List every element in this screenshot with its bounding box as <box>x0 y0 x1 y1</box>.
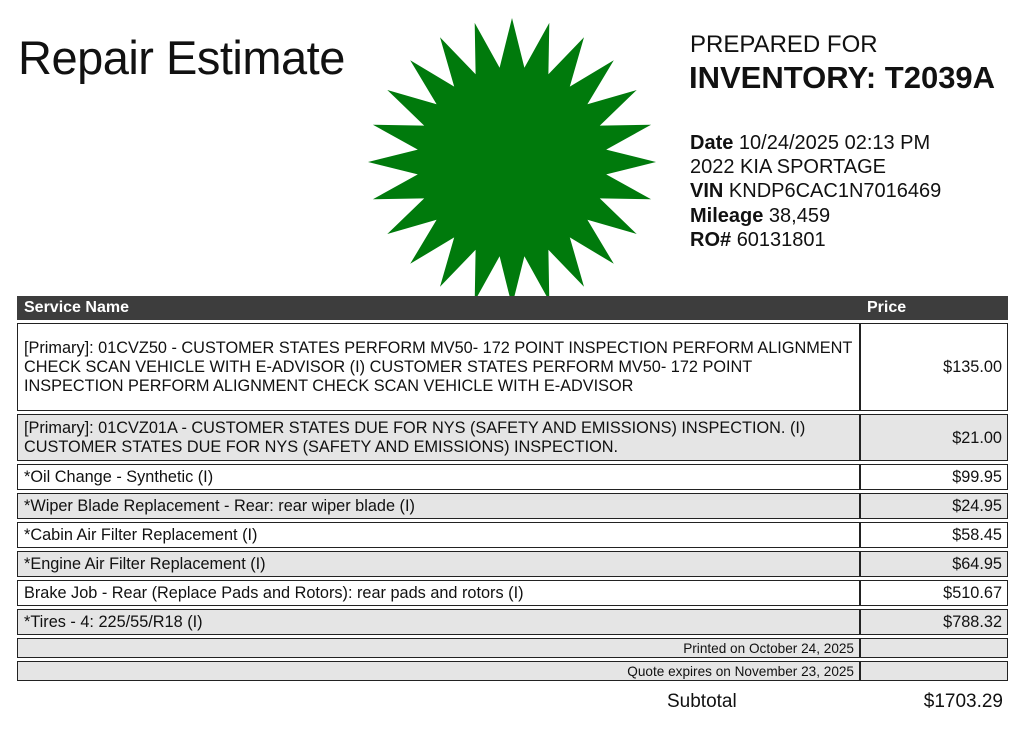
date-line <box>690 131 941 155</box>
price-cell: $24.95 <box>860 493 1008 519</box>
vin-value: KNDP6CAC1N7016469 <box>728 180 942 203</box>
quote-expiry-note: Quote expires on November 23, 2025 <box>17 661 860 681</box>
vehicle-info <box>690 131 941 252</box>
blank-cell <box>860 638 1008 658</box>
service-cell: *Tires - 4: 225/55/R18 (I) <box>17 609 860 635</box>
price-cell: $788.32 <box>860 609 1008 635</box>
subtotal-label: Subtotal <box>667 691 737 712</box>
printed-note-row <box>17 638 1008 658</box>
expiry-note-row <box>17 661 1008 681</box>
service-cell: Brake Job - Rear (Replace Pads and Rotors): rear pads and rotors (I) <box>17 580 860 606</box>
table-row <box>17 609 1008 635</box>
ro-line <box>690 228 941 252</box>
inventory-id: INVENTORY: T2039A <box>689 60 996 95</box>
vin-label: VIN <box>690 180 724 203</box>
price-cell: $135.00 <box>860 323 1008 411</box>
prepared-for-label: PREPARED FOR <box>690 31 878 58</box>
price-cell: $21.00 <box>860 414 1008 461</box>
service-cell: *Wiper Blade Replacement - Rear: rear wiper blade (I) <box>17 493 860 519</box>
starburst-badge <box>366 16 658 308</box>
service-name-header: Service Name <box>17 296 860 320</box>
service-cell: *Oil Change - Synthetic (I) <box>17 464 860 490</box>
date-label: Date <box>690 132 734 154</box>
service-cell: [Primary]: 01CVZ50 - CUSTOMER STATES PERFORM MV50- 172 POINT INSPECTION PERFORM ALIGNMENT CHECK SCAN VEHICLE WITH E-ADVISOR (I) CUSTOMER STATES PERFORM MV50- 172 POINT INSPECTION PERFORM ALIGNMENT CHECK SCAN VEHICLE WITH E-ADVISOR <box>17 323 860 411</box>
blank-cell <box>860 661 1008 681</box>
table-row <box>17 464 1008 490</box>
service-cell: *Engine Air Filter Replacement (I) <box>17 551 860 577</box>
vin-line <box>690 179 941 203</box>
table-row <box>17 493 1008 519</box>
table-row <box>17 414 1008 461</box>
mileage-value: 38,459 <box>768 204 831 227</box>
price-cell: $99.95 <box>860 464 1008 490</box>
table-row <box>17 551 1008 577</box>
price-cell: $64.95 <box>860 551 1008 577</box>
ro-value: 60131801 <box>736 228 826 251</box>
vehicle-model: 2022 KIA SPORTAGE <box>690 156 887 179</box>
price-cell: $58.45 <box>860 522 1008 548</box>
table-row <box>17 522 1008 548</box>
service-cell: *Cabin Air Filter Replacement (I) <box>17 522 860 548</box>
printed-date-note: Printed on October 24, 2025 <box>17 638 860 658</box>
price-cell: $510.67 <box>860 580 1008 606</box>
services-table <box>17 293 1008 684</box>
table-header-row <box>17 296 1008 320</box>
mileage-line <box>690 204 941 228</box>
page-title: Repair Estimate <box>18 31 345 84</box>
price-header: Price <box>860 296 1008 320</box>
service-cell: [Primary]: 01CVZ01A - CUSTOMER STATES DUE FOR NYS (SAFETY AND EMISSIONS) INSPECTION. (I) CUSTOMER STATES DUE FOR NYS (SAFETY AND EMISSIONS) INSPECTION. <box>17 414 860 461</box>
ro-label: RO# <box>690 228 732 251</box>
table-row <box>17 323 1008 411</box>
mileage-label: Mileage <box>690 204 764 227</box>
table-row <box>17 580 1008 606</box>
subtotal-value: $1703.29 <box>923 691 1003 712</box>
date-value: 10/24/2025 02:13 PM <box>738 132 931 154</box>
starburst-shape <box>368 18 656 306</box>
